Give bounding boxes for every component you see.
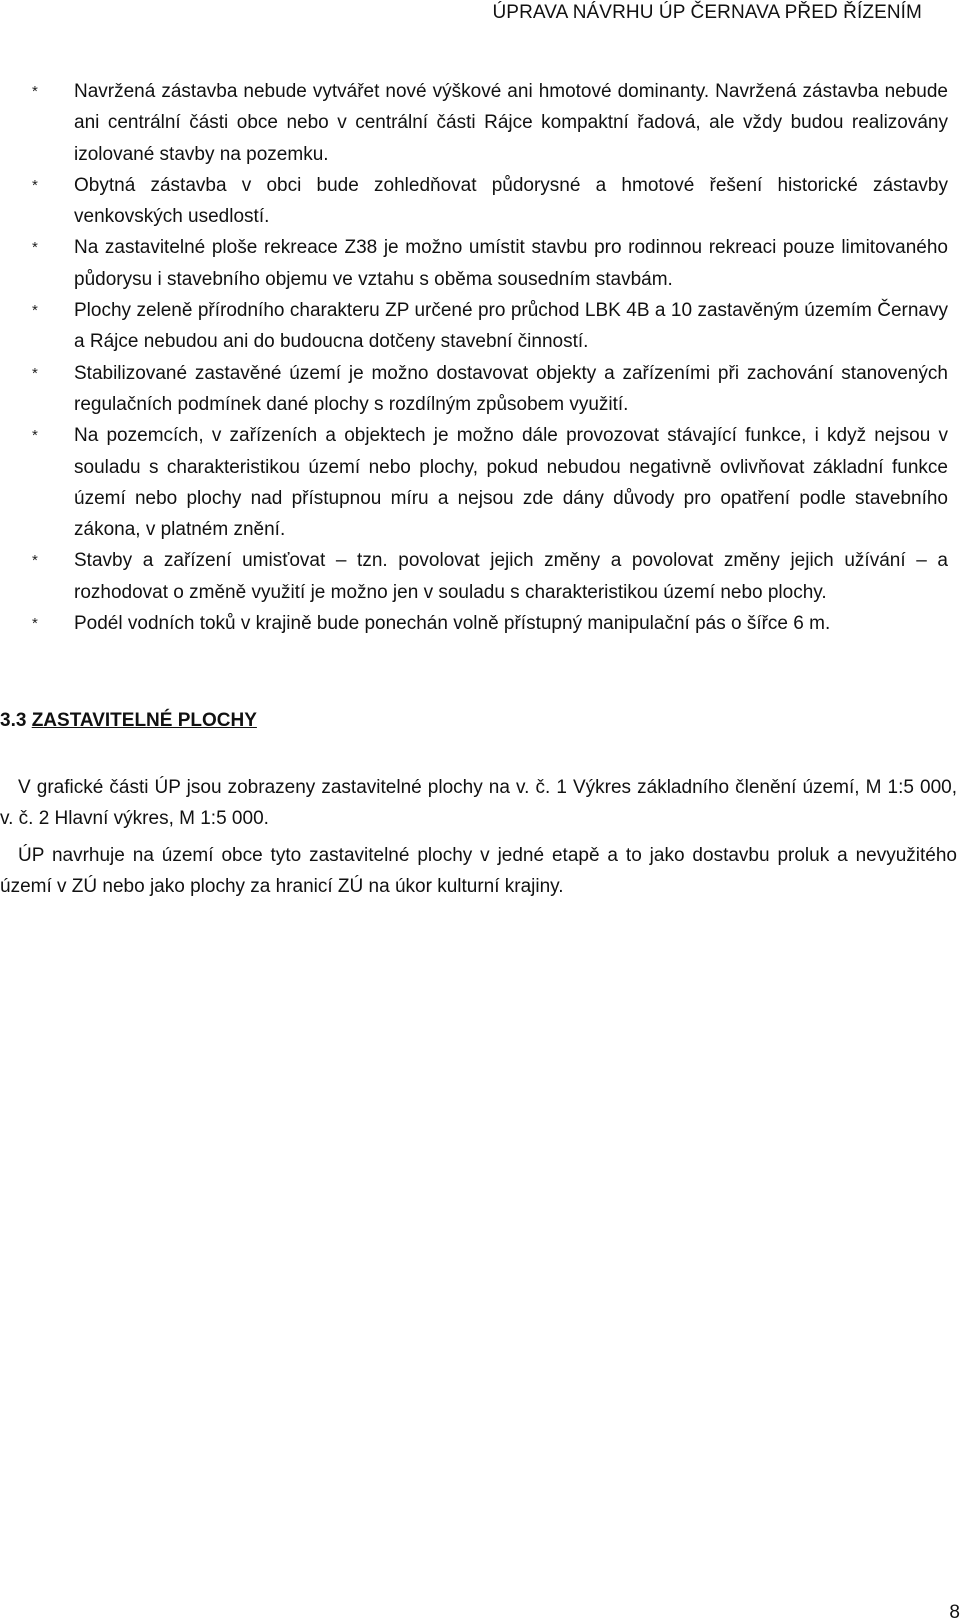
section-title: ZASTAVITELNÉ PLOCHY <box>31 710 257 731</box>
list-item <box>30 170 948 233</box>
bullet-asterisk-icon: * <box>32 176 38 194</box>
list-item-text: Stabilizované zastavěné území je možno dostavovat objekty a zařízeními při zachování stanovených regulačních podmínek dané plochy s rozdílným způsobem využití. <box>74 362 948 415</box>
section-heading <box>0 710 257 732</box>
requirements-list <box>30 76 948 639</box>
list-item-text: Obytná zástavba v obci bude zohledňovat půdorysné a hmotové řešení historické zástavby venkovských usedlostí. <box>74 174 948 228</box>
list-item <box>30 232 948 295</box>
list-item <box>30 295 948 358</box>
list-item-text: Plochy zeleně přírodního charakteru ZP určené pro průchod LBK 4B a 10 zastavěným územím Černavy a Rájce nebudou ani do budoucna dotčeny stavební činností. <box>74 300 948 353</box>
list-item <box>30 358 948 421</box>
bullet-asterisk-icon: * <box>32 427 38 445</box>
list-item-text: Na zastavitelné ploše rekreace Z38 je možno umístit stavbu pro rodinnou rekreaci pouze limitovaného půdorysu i stavebního objemu ve vztahu s oběma sousedním stavbám. <box>74 237 948 290</box>
bullet-asterisk-icon: * <box>32 615 38 633</box>
bullet-asterisk-icon: * <box>32 83 38 100</box>
list-item <box>30 608 948 639</box>
bullet-asterisk-icon: * <box>32 552 38 570</box>
bullet-asterisk-icon: * <box>32 364 38 382</box>
list-item <box>30 545 948 608</box>
list-item <box>30 420 948 545</box>
bullet-asterisk-icon: * <box>32 239 38 257</box>
running-header: ÚPRAVA NÁVRHU ÚP ČERNAVA PŘED ŘÍZENÍM <box>492 2 922 23</box>
page-number: 8 <box>949 1602 960 1623</box>
list-item <box>30 76 948 170</box>
section-number: 3.3 <box>0 710 27 731</box>
paragraph: ÚP navrhuje na území obce tyto zastavitelné plochy v jedné etapě a to jako dostavbu proluk a nevyužitého území v ZÚ nebo jako plochy za hranicí ZÚ na úkor kulturní krajiny. <box>0 845 957 898</box>
bullet-asterisk-icon: * <box>32 302 38 320</box>
list-item-text: Na pozemcích, v zařízeních a objektech je možno dále provozovat stávající funkce, i když nejsou v souladu s charakteristikou území nebo plochy, pokud nebudou negativně ovlivňovat základní funkce území nebo plochy nad přístupnou míru a nejsou zde dány důvody pro opatření podle stavebního zákona, v platném znění. <box>74 425 948 541</box>
paragraph: V grafické části ÚP jsou zobrazeny zastavitelné plochy na v. č. 1 Výkres základního členění území, M 1:5 000, v. č. 2 Hlavní výkres, M 1:5 000. <box>0 777 957 830</box>
list-item-text: Stavby a zařízení umisťovat – tzn. povolovat jejich změny a povolovat změny jejich užívání – a rozhodovat o změně využití je možno jen v souladu s charakteristikou území nebo plochy. <box>74 550 948 603</box>
list-item-text: Podél vodních toků v krajině bude ponechán volně přístupný manipulační pás o šířce 6 m. <box>74 613 831 635</box>
list-item-text: Navržená zástavba nebude vytvářet nové výškové ani hmotové dominanty. Navržená zástavba nebude ani centrální části obce nebo v centrální části Rájce kompaktní řadová, ale vždy budou realizovány izolované stavby na pozemku. <box>74 81 948 165</box>
